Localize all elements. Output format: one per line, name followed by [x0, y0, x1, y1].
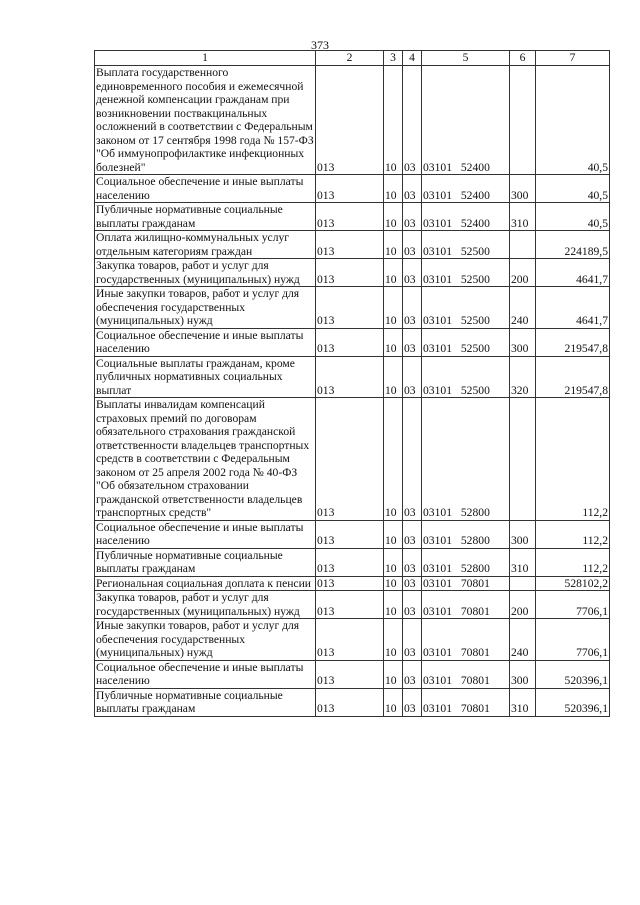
- subsection-code-cell: 03: [403, 398, 422, 521]
- expense-type-cell: [510, 231, 536, 259]
- section-code-cell: 10: [384, 688, 403, 716]
- amount-cell: 7706,1: [536, 619, 610, 661]
- expense-type-cell: 200: [510, 591, 536, 619]
- section-code-cell: 10: [384, 328, 403, 356]
- table-row: [95, 203, 610, 231]
- amount-cell: 4641,7: [536, 287, 610, 329]
- table-row: [95, 520, 610, 548]
- subsection-code-cell: 03: [403, 576, 422, 591]
- expense-type-cell: 240: [510, 287, 536, 329]
- target-article-cell: 03101 52400: [422, 175, 510, 203]
- row-name-cell: Публичные нормативные социальные выплаты гражданам: [95, 688, 316, 716]
- target-article-cell: 03101 52800: [422, 520, 510, 548]
- budget-table: [94, 50, 610, 717]
- table-row: [95, 259, 610, 287]
- expense-type-cell: 300: [510, 175, 536, 203]
- target-article-cell: 03101 70801: [422, 591, 510, 619]
- section-code-cell: 10: [384, 287, 403, 329]
- header-row: [95, 51, 610, 66]
- amount-cell: 224189,5: [536, 231, 610, 259]
- table-row: [95, 576, 610, 591]
- page-number: 373: [311, 38, 329, 52]
- ministry-code-cell: 013: [316, 231, 384, 259]
- row-name-cell: Публичные нормативные социальные выплаты гражданам: [95, 203, 316, 231]
- subsection-code-cell: 03: [403, 287, 422, 329]
- row-name-cell: Иные закупки товаров, работ и услуг для обеспечения государственных (муниципальных) нужд: [95, 619, 316, 661]
- subsection-code-cell: 03: [403, 660, 422, 688]
- target-article-cell: 03101 70801: [422, 619, 510, 661]
- column-header: 6: [510, 51, 536, 66]
- row-name-cell: Социальное обеспечение и иные выплаты населению: [95, 520, 316, 548]
- subsection-code-cell: 03: [403, 619, 422, 661]
- section-code-cell: 10: [384, 259, 403, 287]
- row-name-cell: Иные закупки товаров, работ и услуг для обеспечения государственных (муниципальных) нужд: [95, 287, 316, 329]
- table-row: [95, 231, 610, 259]
- expense-type-cell: 310: [510, 548, 536, 576]
- subsection-code-cell: 03: [403, 548, 422, 576]
- amount-cell: 520396,1: [536, 660, 610, 688]
- amount-cell: 40,5: [536, 66, 610, 175]
- target-article-cell: 03101 52500: [422, 259, 510, 287]
- column-header: 3: [384, 51, 403, 66]
- table-row: [95, 619, 610, 661]
- target-article-cell: 03101 52500: [422, 287, 510, 329]
- expense-type-cell: [510, 576, 536, 591]
- ministry-code-cell: 013: [316, 619, 384, 661]
- ministry-code-cell: 013: [316, 328, 384, 356]
- target-article-cell: 03101 52800: [422, 398, 510, 521]
- subsection-code-cell: 03: [403, 66, 422, 175]
- ministry-code-cell: 013: [316, 356, 384, 398]
- row-name-cell: Закупка товаров, работ и услуг для государственных (муниципальных) нужд: [95, 591, 316, 619]
- table-row: [95, 688, 610, 716]
- section-code-cell: 10: [384, 203, 403, 231]
- row-name-cell: Социальное обеспечение и иные выплаты населению: [95, 660, 316, 688]
- subsection-code-cell: 03: [403, 520, 422, 548]
- ministry-code-cell: 013: [316, 66, 384, 175]
- ministry-code-cell: 013: [316, 203, 384, 231]
- target-article-cell: 03101 52400: [422, 203, 510, 231]
- table-row: [95, 328, 610, 356]
- target-article-cell: 03101 52400: [422, 66, 510, 175]
- expense-type-cell: [510, 398, 536, 521]
- column-header: 1: [95, 51, 316, 66]
- section-code-cell: 10: [384, 591, 403, 619]
- table-row: [95, 356, 610, 398]
- table-body: [95, 66, 610, 717]
- amount-cell: 219547,8: [536, 328, 610, 356]
- amount-cell: 219547,8: [536, 356, 610, 398]
- section-code-cell: 10: [384, 231, 403, 259]
- expense-type-cell: 300: [510, 328, 536, 356]
- subsection-code-cell: 03: [403, 591, 422, 619]
- subsection-code-cell: 03: [403, 328, 422, 356]
- amount-cell: 40,5: [536, 175, 610, 203]
- ministry-code-cell: 013: [316, 520, 384, 548]
- ministry-code-cell: 013: [316, 548, 384, 576]
- ministry-code-cell: 013: [316, 688, 384, 716]
- row-name-cell: Закупка товаров, работ и услуг для государственных (муниципальных) нужд: [95, 259, 316, 287]
- table-row: [95, 660, 610, 688]
- target-article-cell: 03101 52500: [422, 328, 510, 356]
- amount-cell: 40,5: [536, 203, 610, 231]
- target-article-cell: 03101 70801: [422, 576, 510, 591]
- target-article-cell: 03101 52500: [422, 356, 510, 398]
- row-name-cell: Публичные нормативные социальные выплаты гражданам: [95, 548, 316, 576]
- section-code-cell: 10: [384, 576, 403, 591]
- column-header: 4: [403, 51, 422, 66]
- column-header: 7: [536, 51, 610, 66]
- subsection-code-cell: 03: [403, 356, 422, 398]
- expense-type-cell: 300: [510, 520, 536, 548]
- ministry-code-cell: 013: [316, 591, 384, 619]
- ministry-code-cell: 013: [316, 259, 384, 287]
- subsection-code-cell: 03: [403, 259, 422, 287]
- expense-type-cell: 320: [510, 356, 536, 398]
- subsection-code-cell: 03: [403, 231, 422, 259]
- column-header: 2: [316, 51, 384, 66]
- target-article-cell: 03101 70801: [422, 688, 510, 716]
- ministry-code-cell: 013: [316, 660, 384, 688]
- subsection-code-cell: 03: [403, 688, 422, 716]
- amount-cell: 4641,7: [536, 259, 610, 287]
- row-name-cell: Социальное обеспечение и иные выплаты населению: [95, 328, 316, 356]
- amount-cell: 7706,1: [536, 591, 610, 619]
- ministry-code-cell: 013: [316, 175, 384, 203]
- amount-cell: 112,2: [536, 398, 610, 521]
- section-code-cell: 10: [384, 548, 403, 576]
- table-row: [95, 591, 610, 619]
- expense-type-cell: 200: [510, 259, 536, 287]
- ministry-code-cell: 013: [316, 576, 384, 591]
- ministry-code-cell: 013: [316, 287, 384, 329]
- row-name-cell: Региональная социальная доплата к пенсии: [95, 576, 316, 591]
- row-name-cell: Выплаты инвалидам компенсаций страховых премий по договорам обязательного страхования гражданской ответственности владельцев транспортных средств в соответствии с Федеральным законом от 25 апреля 2002 года № 40-ФЗ "Об обязательном страховании гражданской ответственности владельцев транспортных средств": [95, 398, 316, 521]
- amount-cell: 112,2: [536, 548, 610, 576]
- expense-type-cell: 300: [510, 660, 536, 688]
- target-article-cell: 03101 52500: [422, 231, 510, 259]
- section-code-cell: 10: [384, 520, 403, 548]
- expense-type-cell: 310: [510, 688, 536, 716]
- row-name-cell: Оплата жилищно-коммунальных услуг отдельным категориям граждан: [95, 231, 316, 259]
- section-code-cell: 10: [384, 66, 403, 175]
- expense-type-cell: [510, 66, 536, 175]
- row-name-cell: Выплата государственного единовременного пособия и ежемесячной денежной компенсации гражданам при возникновении поствакцинальных осложнений в соответствии с Федеральным законом от 17 сентября 1998 года № 157-ФЗ "Об иммунопрофилактике инфекционных болезней": [96, 66, 314, 174]
- table-row: [95, 287, 610, 329]
- amount-cell: 528102,2: [536, 576, 610, 591]
- target-article-cell: 03101 70801: [422, 660, 510, 688]
- amount-cell: 112,2: [536, 520, 610, 548]
- section-code-cell: 10: [384, 660, 403, 688]
- row-name-cell: Социальное обеспечение и иные выплаты населению: [95, 175, 316, 203]
- column-header: 5: [422, 51, 510, 66]
- section-code-cell: 10: [384, 356, 403, 398]
- table-row: [95, 66, 610, 175]
- expense-type-cell: 240: [510, 619, 536, 661]
- subsection-code-cell: 03: [403, 203, 422, 231]
- amount-cell: 520396,1: [536, 688, 610, 716]
- row-name-cell: Социальные выплаты гражданам, кроме публичных нормативных социальных выплат: [95, 356, 316, 398]
- table-row: [95, 548, 610, 576]
- section-code-cell: 10: [384, 619, 403, 661]
- expense-type-cell: 310: [510, 203, 536, 231]
- subsection-code-cell: 03: [403, 175, 422, 203]
- section-code-cell: 10: [384, 398, 403, 521]
- section-code-cell: 10: [384, 175, 403, 203]
- target-article-cell: 03101 52800: [422, 548, 510, 576]
- ministry-code-cell: 013: [316, 398, 384, 521]
- table-row: [95, 175, 610, 203]
- table-row: [95, 398, 610, 521]
